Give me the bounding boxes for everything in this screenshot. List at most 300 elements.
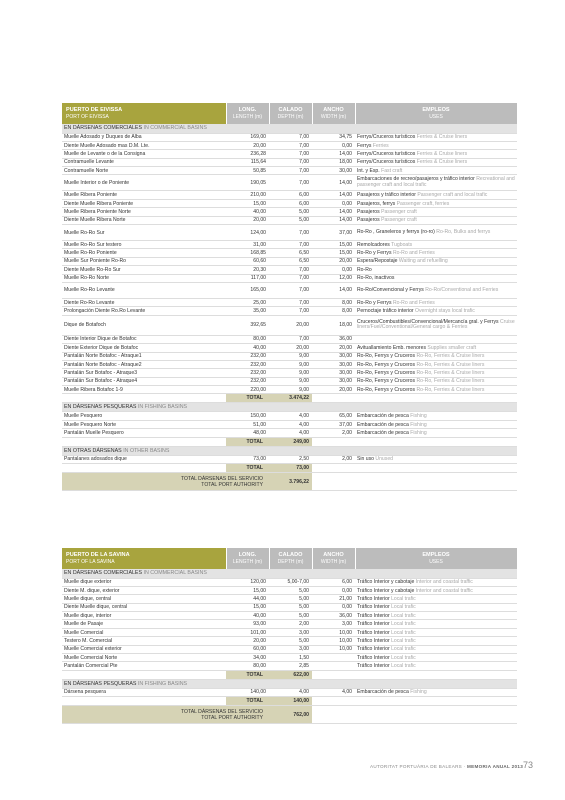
uses-en: Unused <box>375 456 393 463</box>
berth-name: Pantalán Sur Botafoc - Atraque4 <box>62 377 226 385</box>
table-row <box>62 662 517 670</box>
berth-width: 18,00 <box>312 158 355 166</box>
berth-length: 220,00 <box>226 386 269 394</box>
uses-es: Ro-Ro y Ferrys <box>357 250 392 257</box>
uses-es: Tráfico Interior <box>357 595 390 602</box>
total-spacer <box>355 706 517 724</box>
berth-length: 15,00 <box>226 199 269 207</box>
total-label: TOTAL <box>226 464 269 473</box>
uses-es: Espera/Repostaje <box>357 258 398 265</box>
uses-es: Ferrys/Cruceros turísticos <box>357 134 416 141</box>
berth-width: 14,00 <box>312 150 355 158</box>
berth-depth: 5,00-7,00 <box>269 578 312 586</box>
berth-width: 14,00 <box>312 191 355 199</box>
grand-total-label <box>62 473 269 491</box>
berth-depth: 3,00 <box>269 645 312 653</box>
berth-length: 35,00 <box>226 307 269 315</box>
berth-uses <box>355 369 517 377</box>
berth-width: 0,00 <box>312 266 355 274</box>
uses-en: Local trafic <box>391 595 416 602</box>
table-row <box>62 175 517 191</box>
uses-en: Fishing <box>410 421 427 428</box>
table-row <box>62 344 517 352</box>
table-row <box>62 377 517 385</box>
berth-depth: 5,00 <box>269 586 312 594</box>
depth-header: CALADO DEPTH (m) <box>269 548 312 569</box>
berth-uses <box>355 344 517 352</box>
uses-en: Ro-Ro, Ferries & Cruise liners <box>416 370 485 376</box>
table-row <box>62 133 517 141</box>
berth-width: 36,00 <box>312 612 355 620</box>
uses-es: Sin uso <box>357 456 374 463</box>
uses-es: Embarcación de pesca <box>357 413 409 420</box>
depth-header: CALADO DEPTH (m) <box>269 103 312 124</box>
berth-name: Muelle Pesquero Norte <box>62 420 226 428</box>
uses-es: Ro-Ro/Convencional y Ferrys <box>357 286 424 293</box>
berth-uses <box>355 603 517 611</box>
footer-report: MEMORIA ANUAL 2013 <box>467 764 524 769</box>
total-value: 140,00 <box>269 697 312 706</box>
berth-length: 115,64 <box>226 158 269 166</box>
total-spacer <box>312 473 355 491</box>
berth-name: Muelle Comercial Norte <box>62 654 226 662</box>
berth-name: Diente Exterior Dique de Botafoc <box>62 344 226 352</box>
section-title-en: IN OTHER BASINS <box>123 447 170 454</box>
berth-uses <box>355 141 517 149</box>
grand-total-label-en: TOTAL PORT AUTHORITY <box>201 481 263 488</box>
section-title-es: EN DÁRSENAS COMERCIALES <box>64 125 142 132</box>
uses-en: Fast craft <box>381 167 403 174</box>
berth-name: Pantalanes adosados dique <box>62 455 226 463</box>
berth-depth: 7,00 <box>269 141 312 149</box>
berth-name: Muelle Sur Poniente Ro-Ro <box>62 257 226 265</box>
berth-length: 232,00 <box>226 352 269 360</box>
berth-width: 34,75 <box>312 133 355 141</box>
table-row <box>62 420 517 428</box>
uses-en: Passenger craft and local trafic <box>417 192 488 199</box>
section-title-en: IN COMMERCIAL BASINS <box>143 125 207 132</box>
table-row <box>62 645 517 653</box>
berth-length: 40,00 <box>226 208 269 216</box>
uses-en: Interior and coastal traffic <box>415 579 473 586</box>
berth-width: 15,00 <box>312 249 355 257</box>
section-title <box>62 446 517 455</box>
berth-name: Muelle Pesquero <box>62 412 226 420</box>
berth-depth: 4,00 <box>269 412 312 420</box>
berth-depth: 6,00 <box>269 199 312 207</box>
total-spacer <box>355 697 517 706</box>
berth-depth: 2,50 <box>269 455 312 463</box>
berth-width: 12,00 <box>312 274 355 282</box>
berth-length: 25,00 <box>226 298 269 306</box>
table-row <box>62 225 517 241</box>
uses-en: Overnight stays local trafic <box>415 308 475 315</box>
section-header <box>62 446 517 455</box>
berth-width: 0,00 <box>312 603 355 611</box>
berth-width: 65,00 <box>312 412 355 420</box>
berth-uses <box>355 167 517 175</box>
uses-es: Ro-Ro y Ferrys <box>357 299 392 306</box>
berth-uses <box>355 315 517 335</box>
berth-name: Diente Muelle Adosado mas D.M. Lte. <box>62 141 226 149</box>
berth-length: 40,00 <box>226 612 269 620</box>
berth-uses <box>355 307 517 315</box>
berth-length: 60,00 <box>226 645 269 653</box>
berth-length: 124,00 <box>226 225 269 241</box>
total-spacer <box>355 437 517 446</box>
total-label: TOTAL <box>226 437 269 446</box>
berth-name: Diente Muelle Ribera Norte <box>62 216 226 224</box>
total-spacer <box>312 437 355 446</box>
berth-length: 73,00 <box>226 455 269 463</box>
length-header: LONG. LENGTH (m) <box>226 548 269 569</box>
berth-name: Pantalán Norte Botafoc - Atraque2 <box>62 360 226 368</box>
berth-length: 120,00 <box>226 578 269 586</box>
length-header: LONG. LENGTH (m) <box>226 103 269 124</box>
uses-es: Ferrys/Cruceros turísticos <box>357 150 416 157</box>
berth-depth: 7,00 <box>269 307 312 315</box>
uses-es: Tráfico Interior <box>357 637 390 644</box>
berth-uses <box>355 360 517 368</box>
total-row <box>62 697 517 706</box>
berth-depth: 7,00 <box>269 274 312 282</box>
section-header <box>62 569 517 578</box>
footer-org: AUTORITAT PORTUÀRIA DE BALEARS <box>370 764 463 769</box>
uses-header: EMPLEOS USES <box>355 103 517 124</box>
berth-uses <box>355 386 517 394</box>
berth-width: 3,00 <box>312 620 355 628</box>
uses-es: Ro-Ro, Ferrys y Cruceros <box>357 361 416 368</box>
berth-depth: 7,00 <box>269 167 312 175</box>
section-title-en: IN FISHING BASINS <box>137 404 188 411</box>
table-row <box>62 266 517 274</box>
berth-length: 50,85 <box>226 167 269 175</box>
berth-length: 20,00 <box>226 141 269 149</box>
berth-width: 15,00 <box>312 241 355 249</box>
table-header <box>62 103 517 124</box>
berth-length: 15,00 <box>226 603 269 611</box>
berth-uses <box>355 377 517 385</box>
uses-es: Ferrys/Cruceros turísticos <box>357 159 416 166</box>
uses-en: Ferries <box>372 142 389 149</box>
berth-depth: 6,00 <box>269 191 312 199</box>
total-row <box>62 437 517 446</box>
berth-width: 37,00 <box>312 225 355 241</box>
berth-name: Testero M. Comercial <box>62 637 226 645</box>
section-title <box>62 569 517 578</box>
total-spacer <box>62 670 226 679</box>
berth-depth: 7,00 <box>269 298 312 306</box>
uses-en: Fishing <box>410 429 427 436</box>
berth-length: 51,00 <box>226 420 269 428</box>
berth-uses <box>355 335 517 343</box>
section-title <box>62 679 517 688</box>
berth-width: 10,00 <box>312 637 355 645</box>
berth-length: 15,00 <box>226 586 269 594</box>
table-row <box>62 352 517 360</box>
grand-total-row <box>62 473 517 491</box>
uses-en: Ferries & Cruise liners <box>416 134 468 141</box>
berth-name: Muelle Ro-Ro Sur <box>62 225 226 241</box>
uses-es: Ro-Ro , Graneleros y ferrys (ro-ro) <box>357 228 435 235</box>
grand-total-label <box>62 706 269 724</box>
berth-depth: 9,00 <box>269 352 312 360</box>
berth-name: Pantalán Comercial Pte <box>62 662 226 670</box>
berth-width: 0,00 <box>312 199 355 207</box>
uses-es: Tráfico Interior <box>357 604 390 611</box>
berth-uses <box>355 578 517 586</box>
uses-en: Passenger craft, ferries <box>396 200 450 207</box>
total-spacer <box>312 670 355 679</box>
berth-uses <box>355 637 517 645</box>
uses-en: Local trafic <box>391 621 416 628</box>
berth-name: Muelle Ribera Poniente <box>62 191 226 199</box>
berth-depth: 5,00 <box>269 612 312 620</box>
berth-length: 140,00 <box>226 688 269 696</box>
berth-uses <box>355 225 517 241</box>
berth-depth: 7,00 <box>269 241 312 249</box>
berth-length: 165,00 <box>226 282 269 298</box>
table-row <box>62 620 517 628</box>
uses-es: Embarcación de pesca <box>357 429 409 436</box>
uses-en: Recreational and passenger craft and local trafic <box>357 176 515 188</box>
berth-width: 0,00 <box>312 586 355 594</box>
uses-es: Pasajeros, ferrys <box>357 200 396 207</box>
section-title-en: IN COMMERCIAL BASINS <box>143 570 207 577</box>
berth-name: Muelle Ro-Ro Sur testero <box>62 241 226 249</box>
berth-depth: 2,00 <box>269 620 312 628</box>
uses-es: Avituallamiento Emb. menores <box>357 344 426 351</box>
berth-width: 20,00 <box>312 257 355 265</box>
berth-width: 30,00 <box>312 360 355 368</box>
table-row <box>62 158 517 166</box>
total-spacer <box>355 473 517 491</box>
total-value: 249,00 <box>269 437 312 446</box>
berth-length: 60,60 <box>226 257 269 265</box>
berth-width: 30,00 <box>312 377 355 385</box>
berth-name: Muelle Ro-Ro Norte <box>62 274 226 282</box>
berth-length: 392,65 <box>226 315 269 335</box>
table-row <box>62 335 517 343</box>
berth-depth: 5,00 <box>269 216 312 224</box>
uses-es: Tráfico Interior <box>357 646 390 653</box>
berth-uses <box>355 352 517 360</box>
table-row <box>62 274 517 282</box>
section-title-es: EN OTRAS DÁRSENAS <box>64 447 122 454</box>
berth-width: 21,00 <box>312 595 355 603</box>
table-header <box>62 548 517 569</box>
berth-length: 93,00 <box>226 620 269 628</box>
width-header: ANCHO WIDTH (m) <box>312 103 355 124</box>
uses-en: Ferries & Cruise liners <box>416 159 468 166</box>
table-row <box>62 199 517 207</box>
berth-name: Muelle Comercial exterior <box>62 645 226 653</box>
berth-uses <box>355 216 517 224</box>
berth-uses <box>355 628 517 636</box>
table-row <box>62 298 517 306</box>
table-row <box>62 150 517 158</box>
berth-depth: 3,00 <box>269 628 312 636</box>
uses-en: Local trafic <box>391 646 416 653</box>
berth-uses <box>355 612 517 620</box>
table-row <box>62 586 517 594</box>
berth-width: 14,00 <box>312 175 355 191</box>
berth-width: 18,00 <box>312 315 355 335</box>
berth-width <box>312 654 355 662</box>
berth-uses <box>355 133 517 141</box>
table-row <box>62 455 517 463</box>
berth-name: Dique de Botafoch <box>62 315 226 335</box>
table-row <box>62 360 517 368</box>
berth-length: 20,00 <box>226 216 269 224</box>
uses-es: Tráfico Interior <box>357 663 390 670</box>
berth-name: Muelle Comercial <box>62 628 226 636</box>
total-row <box>62 670 517 679</box>
berth-length: 168,85 <box>226 249 269 257</box>
uses-es: Pasajeros <box>357 217 380 224</box>
section-title-en: IN FISHING BASINS <box>137 680 188 687</box>
berth-width: 4,00 <box>312 688 355 696</box>
uses-en: Local trafic <box>391 612 416 619</box>
berth-width: 10,00 <box>312 645 355 653</box>
berth-name: Muelle Ribera Botafoc 1-9 <box>62 386 226 394</box>
table-row <box>62 249 517 257</box>
berth-uses <box>355 249 517 257</box>
berth-uses <box>355 266 517 274</box>
table-row <box>62 241 517 249</box>
total-spacer <box>62 464 226 473</box>
berth-uses <box>355 688 517 696</box>
uses-en: Ro-Ro, Bulks and ferrys <box>436 228 491 235</box>
uses-es: Tráfico Interior <box>357 621 390 628</box>
table-row <box>62 141 517 149</box>
table-row <box>62 595 517 603</box>
uses-es: Tráfico Interior y cabotaje <box>357 587 415 594</box>
table-row <box>62 257 517 265</box>
uses-es: Tráfico Interior <box>357 654 390 661</box>
berth-length: 117,00 <box>226 274 269 282</box>
berth-uses <box>355 412 517 420</box>
berth-depth: 5,00 <box>269 595 312 603</box>
berth-width: 0,00 <box>312 141 355 149</box>
total-spacer <box>355 464 517 473</box>
uses-es: Embarcación de pesca <box>357 421 409 428</box>
total-spacer <box>312 464 355 473</box>
berth-depth: 5,00 <box>269 208 312 216</box>
berth-name: Muelle Ribera Poniente Norte <box>62 208 226 216</box>
berth-width: 14,00 <box>312 208 355 216</box>
grand-total-label-en: TOTAL PORT AUTHORITY <box>201 714 263 721</box>
berth-name: Pantalán Muelle Pesquero <box>62 429 226 437</box>
berth-uses <box>355 420 517 428</box>
port-name: PUERTO DE LA SAVINA PORT OF LA SAVINA <box>62 548 226 569</box>
berth-width: 30,00 <box>312 167 355 175</box>
berth-name: Prolongación Diente Ro.Ro Levante <box>62 307 226 315</box>
berth-length: 232,00 <box>226 377 269 385</box>
section-header <box>62 403 517 412</box>
berth-name: Muelle de Pasaje <box>62 620 226 628</box>
total-label: TOTAL <box>226 394 269 403</box>
total-spacer <box>312 394 355 403</box>
berth-depth: 20,00 <box>269 315 312 335</box>
table-row <box>62 282 517 298</box>
berth-length: 31,00 <box>226 241 269 249</box>
berth-width <box>312 662 355 670</box>
berth-name: Muelle Adosado y Duques de Alba <box>62 133 226 141</box>
table-row <box>62 208 517 216</box>
berth-depth: 9,00 <box>269 377 312 385</box>
berth-name: Diente Muelle Ro-Ro Sur <box>62 266 226 274</box>
berth-depth: 9,00 <box>269 386 312 394</box>
berth-length: 236,28 <box>226 150 269 158</box>
uses-header: EMPLEOS USES <box>355 548 517 569</box>
berth-depth: 2,85 <box>269 662 312 670</box>
berth-length: 40,00 <box>226 344 269 352</box>
section-header <box>62 124 517 133</box>
grand-total-label-es: TOTAL DÁRSENAS DEL SERVICIO <box>181 708 263 715</box>
berth-uses <box>355 586 517 594</box>
uses-en: Waiting and refuelling <box>398 258 448 265</box>
berth-length: 150,00 <box>226 412 269 420</box>
footer-separator: · <box>463 764 466 769</box>
table-row <box>62 688 517 696</box>
berth-width: 6,00 <box>312 578 355 586</box>
width-header: ANCHO WIDTH (m) <box>312 548 355 569</box>
uses-en: Ro-Ro and Ferries <box>392 299 435 306</box>
uses-es: Tráfico Interior <box>357 629 390 636</box>
berth-uses <box>355 620 517 628</box>
uses-en: Ferries & Cruise liners <box>416 150 468 157</box>
berth-name: Muelle dique, central <box>62 595 226 603</box>
total-spacer <box>312 706 355 724</box>
port-name: PUERTO DE EIVISSA PORT OF EIVISSA <box>62 103 226 124</box>
berth-length: 20,00 <box>226 637 269 645</box>
table-row <box>62 429 517 437</box>
section-title-es: EN DÁRSENAS COMERCIALES <box>64 570 142 577</box>
uses-en: Local trafic <box>391 654 416 661</box>
section-header <box>62 679 517 688</box>
uses-es: Pasajeros <box>357 208 380 215</box>
berth-length: 169,00 <box>226 133 269 141</box>
table-row <box>62 191 517 199</box>
berth-depth: 4,00 <box>269 429 312 437</box>
uses-en: Cruise liners/Fuel/Conventional/General cargo & Ferries <box>357 318 515 331</box>
total-label: TOTAL <box>226 697 269 706</box>
berth-name: Diente M. dique, exterior <box>62 586 226 594</box>
table-row <box>62 654 517 662</box>
berth-depth: 7,00 <box>269 335 312 343</box>
berth-length: 34,00 <box>226 654 269 662</box>
total-spacer <box>62 437 226 446</box>
uses-en: Ro-Ro, Ferries & Cruise liners <box>416 378 485 385</box>
berth-name: Diente Interior Dique de Botafoc <box>62 335 226 343</box>
berth-width: 8,00 <box>312 307 355 315</box>
total-spacer <box>355 394 517 403</box>
table-row <box>62 612 517 620</box>
table-row <box>62 315 517 335</box>
uses-en: Ro-Ro and Ferries <box>392 250 435 257</box>
berth-depth: 7,00 <box>269 282 312 298</box>
table-row <box>62 369 517 377</box>
uses-es: Ro-Ro, Ferrys y Cruceros <box>357 370 416 376</box>
berth-uses <box>355 455 517 463</box>
uses-es: Ro-Ro, inactivos <box>357 275 395 282</box>
page-footer <box>370 764 523 769</box>
table-row <box>62 578 517 586</box>
berth-length: 80,00 <box>226 335 269 343</box>
uses-en: Fishing <box>410 689 427 696</box>
uses-es: Embarcaciones de recreo/pasajeros y tráfico interior <box>357 176 475 183</box>
